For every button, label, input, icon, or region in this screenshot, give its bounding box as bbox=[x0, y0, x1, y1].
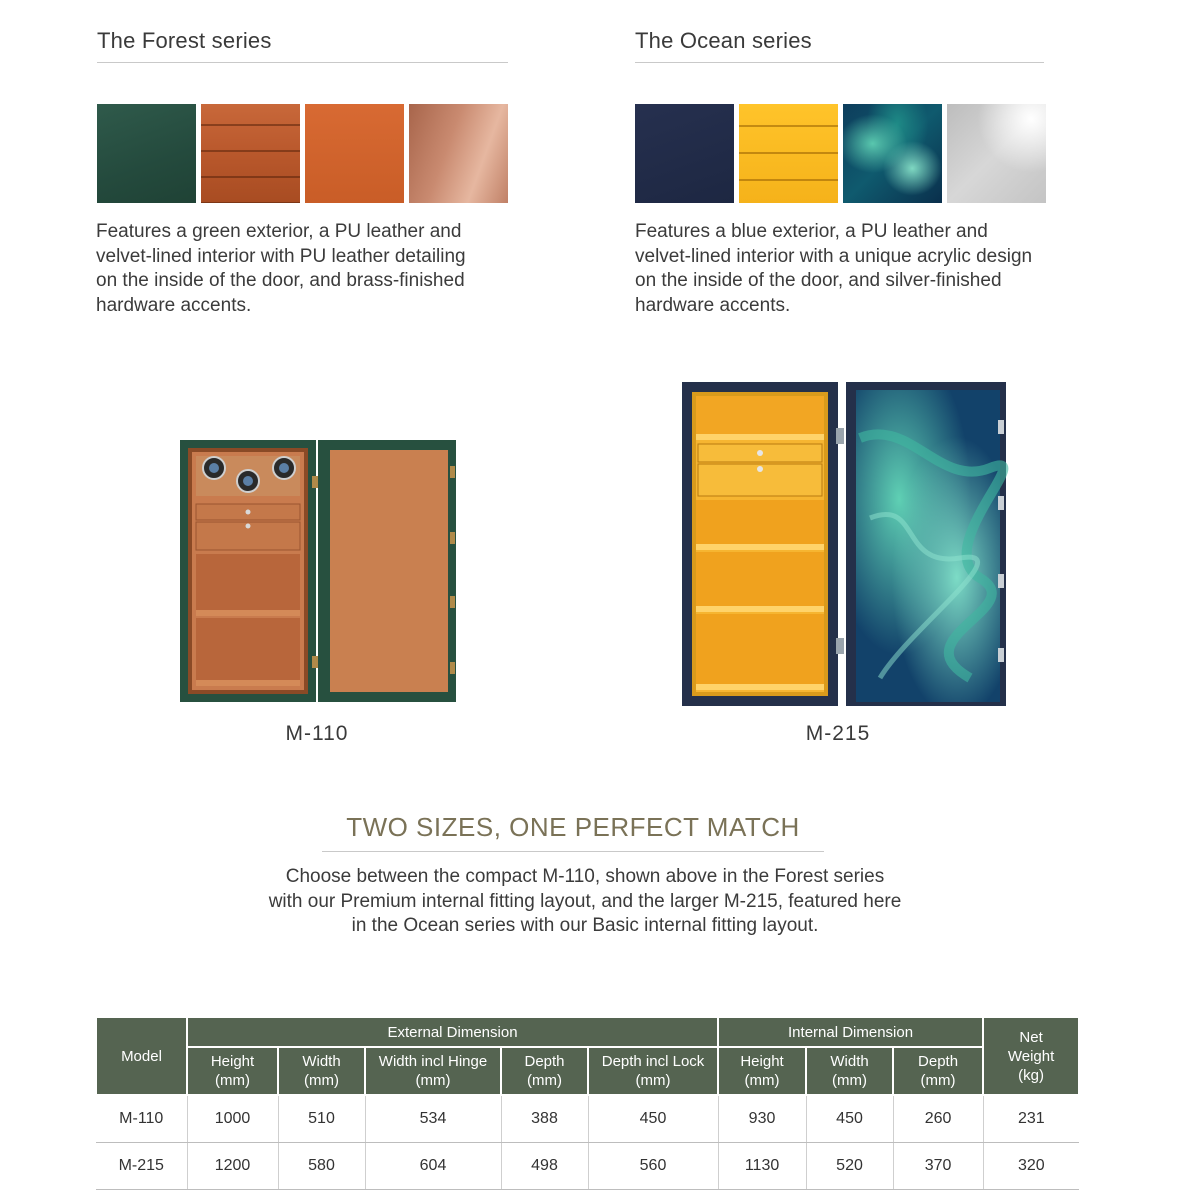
section-intro: Choose between the compact M-110, shown above in the Forest series with our Premium internal fitting layout, and the larger M-215, featured here in the Ocean series with our Basic internal fitting layout. bbox=[268, 866, 902, 936]
cell-int-depth: 260 bbox=[893, 1095, 983, 1143]
header-int-depth: Depth (mm) bbox=[893, 1047, 983, 1095]
header-ext-width-incl-hinge: Width incl Hinge (mm) bbox=[365, 1047, 501, 1095]
forest-swatches bbox=[97, 104, 508, 203]
yellow-stitched-leather-swatch bbox=[739, 104, 838, 203]
cell-ext-depth: 388 bbox=[501, 1095, 588, 1143]
cell-model: M-110 bbox=[96, 1095, 187, 1143]
cell-net-weight: 231 bbox=[983, 1095, 1079, 1143]
header-ext-width: Width (mm) bbox=[278, 1047, 365, 1095]
section-heading: TWO SIZES, ONE PERFECT MATCH bbox=[346, 812, 800, 842]
orange-leather-swatch bbox=[305, 104, 404, 203]
cell-ext-depth-incl-lock: 450 bbox=[588, 1095, 718, 1143]
ocean-series-section bbox=[635, 28, 1044, 63]
cell-int-height: 1130 bbox=[718, 1143, 806, 1190]
cell-int-depth: 370 bbox=[893, 1143, 983, 1190]
spec-table bbox=[95, 1016, 1080, 1190]
cell-ext-depth: 498 bbox=[501, 1143, 588, 1190]
cell-ext-width-incl-hinge: 604 bbox=[365, 1143, 501, 1190]
header-ext-depth-incl-lock: Depth incl Lock (mm) bbox=[588, 1047, 718, 1095]
ocean-series-title: The Ocean series bbox=[635, 28, 1044, 63]
acrylic-marble-swatch bbox=[843, 104, 942, 203]
forest-series-title: The Forest series bbox=[97, 28, 508, 63]
m215-caption: M-215 bbox=[805, 722, 871, 745]
cell-ext-height: 1000 bbox=[187, 1095, 278, 1143]
cell-ext-width: 510 bbox=[278, 1095, 365, 1143]
header-net-weight: Net Weight (kg) bbox=[983, 1017, 1079, 1095]
ocean-swatches bbox=[635, 104, 1046, 203]
brushed-copper-swatch bbox=[409, 104, 508, 203]
ocean-description: Features a blue exterior, a PU leather and velvet-lined interior with a unique acrylic design on the inside of the door, and silver-finished hardware accents. bbox=[635, 221, 1033, 316]
cell-model: M-215 bbox=[96, 1143, 187, 1190]
navy-leather-swatch bbox=[635, 104, 734, 203]
cell-ext-width-incl-hinge: 534 bbox=[365, 1095, 501, 1143]
m110-safe-image bbox=[178, 436, 460, 706]
cell-net-weight: 320 bbox=[983, 1143, 1079, 1190]
cell-int-width: 450 bbox=[806, 1095, 893, 1143]
header-external-dimension: External Dimension bbox=[187, 1017, 718, 1047]
header-ext-depth: Depth (mm) bbox=[501, 1047, 588, 1095]
header-internal-dimension: Internal Dimension bbox=[718, 1017, 983, 1047]
cell-ext-depth-incl-lock: 560 bbox=[588, 1143, 718, 1190]
cell-int-height: 930 bbox=[718, 1095, 806, 1143]
heading-divider bbox=[322, 851, 824, 852]
green-leather-swatch bbox=[97, 104, 196, 203]
silver-finish-swatch bbox=[947, 104, 1046, 203]
sizes-section bbox=[322, 812, 824, 852]
table-row bbox=[96, 1095, 1079, 1143]
table-row bbox=[96, 1143, 1079, 1190]
cell-int-width: 520 bbox=[806, 1143, 893, 1190]
header-ext-height: Height (mm) bbox=[187, 1047, 278, 1095]
tan-stitched-leather-swatch bbox=[201, 104, 300, 203]
m110-caption: M-110 bbox=[285, 722, 349, 745]
forest-description: Features a green exterior, a PU leather and velvet-lined interior with PU leather detailing on the inside of the door, and brass-finished hardware accents. bbox=[96, 221, 466, 316]
header-int-height: Height (mm) bbox=[718, 1047, 806, 1095]
header-int-width: Width (mm) bbox=[806, 1047, 893, 1095]
cell-ext-width: 580 bbox=[278, 1143, 365, 1190]
m215-safe-image bbox=[680, 378, 1010, 708]
header-model: Model bbox=[96, 1017, 187, 1095]
forest-series-section bbox=[97, 28, 508, 63]
cell-ext-height: 1200 bbox=[187, 1143, 278, 1190]
